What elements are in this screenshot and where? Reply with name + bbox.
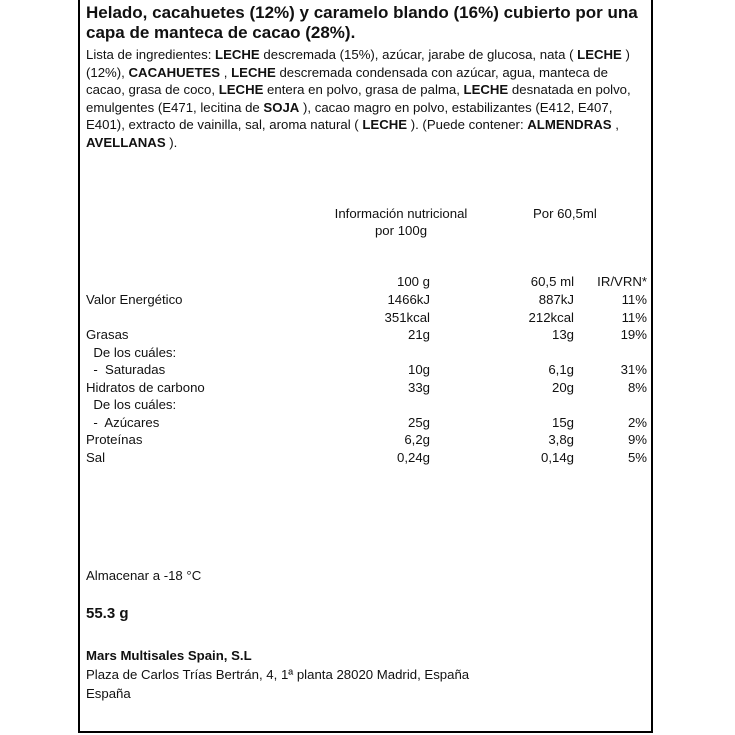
nutrition-header-per100 bbox=[303, 205, 499, 239]
allergen-text: SOJA bbox=[263, 99, 300, 115]
allergen-text: LECHE bbox=[231, 64, 276, 80]
row-per100: 0,24g bbox=[396, 450, 430, 465]
allergen-text: LECHE bbox=[362, 117, 408, 132]
row-per100: 21g bbox=[407, 327, 430, 342]
row-ir: 9% bbox=[627, 432, 647, 447]
nutrition-header-per100-line2: por 100g bbox=[374, 223, 428, 238]
row-label: - Azúcares bbox=[86, 415, 160, 430]
row-per100: 10g bbox=[407, 362, 430, 377]
row-label: De los cuáles: bbox=[86, 397, 177, 412]
subheader-ir: IR/VRN* bbox=[597, 274, 647, 289]
row-label: Sal bbox=[86, 450, 106, 465]
ingredient-text: , bbox=[220, 64, 232, 80]
allergen-text: LECHE bbox=[577, 47, 622, 62]
row-portion: 6,1g bbox=[548, 362, 574, 377]
row-portion: 15g bbox=[551, 415, 574, 430]
ingredient-text: , bbox=[611, 117, 619, 132]
allergen-text: LECHE bbox=[215, 47, 260, 62]
ingredient-text: desnatada en polvo, emulgentes (E471, lecitina de bbox=[86, 82, 631, 115]
row-label: Grasas bbox=[86, 327, 129, 342]
row-ir: 11% bbox=[621, 292, 647, 307]
row-portion: 3,8g bbox=[548, 432, 574, 447]
row-portion: 887kJ bbox=[538, 292, 574, 307]
storage-instructions: Almacenar a -18 °C bbox=[86, 568, 202, 583]
row-ir: 5% bbox=[627, 450, 647, 465]
nutrition-header-portion: Por 60,5ml bbox=[533, 206, 597, 221]
row-label: De los cuáles: bbox=[86, 345, 177, 360]
subheader-portion: 60,5 ml bbox=[530, 274, 574, 289]
row-portion: 13g bbox=[551, 327, 574, 342]
ingredient-text: Lista de ingredientes: bbox=[86, 47, 216, 62]
allergen-text: CACAHUETES bbox=[128, 64, 221, 80]
company-address: Plaza de Carlos Trías Bertrán, 4, 1ª planta 28020 Madrid, España bbox=[86, 667, 470, 682]
row-label: Proteínas bbox=[86, 432, 143, 447]
product-title: Helado, cacahuetes (12%) y caramelo blando (16%) cubierto por una capa de manteca de cacao (28%). bbox=[86, 3, 638, 42]
ingredient-text: entera en polvo, grasa de palma, bbox=[263, 82, 464, 97]
row-portion: 20g bbox=[551, 380, 574, 395]
row-per100: 6,2g bbox=[404, 432, 430, 447]
subheader-100g: 100 g bbox=[396, 274, 430, 289]
row-ir: 11% bbox=[621, 310, 647, 325]
allergen-text: AVELLANAS bbox=[86, 134, 166, 150]
row-per100: 1466kJ bbox=[387, 292, 430, 307]
ingredient-text: ), cacao magro en polvo, estabilizantes (E412, E407, E401), extracto de vainilla, sal, aroma natural ( bbox=[86, 99, 613, 132]
ingredient-text: descremada condensada con azúcar, agua, manteca de cacao, grasa de coco, bbox=[86, 64, 608, 97]
allergen-text: ALMENDRAS bbox=[527, 117, 612, 132]
allergen-text: LECHE bbox=[463, 82, 509, 97]
net-weight: 55.3 g bbox=[86, 605, 129, 622]
row-ir: 19% bbox=[620, 327, 647, 342]
row-label: Valor Energético bbox=[86, 292, 183, 307]
ingredient-text: ) (12%), bbox=[86, 47, 630, 80]
company-country: España bbox=[86, 686, 131, 701]
row-ir: 2% bbox=[627, 415, 647, 430]
row-ir: 31% bbox=[620, 362, 647, 377]
row-per100: 351kcal bbox=[384, 310, 430, 325]
row-per100: 33g bbox=[407, 380, 430, 395]
ingredient-text: ). bbox=[165, 134, 178, 150]
row-label: Hidratos de carbono bbox=[86, 380, 205, 395]
row-label: - Saturadas bbox=[86, 362, 166, 377]
row-portion: 212kcal bbox=[528, 310, 574, 325]
row-ir: 8% bbox=[627, 380, 647, 395]
ingredient-text: ). (Puede contener: bbox=[407, 117, 528, 132]
allergen-text: LECHE bbox=[218, 82, 264, 97]
nutrition-header-per100-line1: Información nutricional bbox=[334, 206, 468, 221]
ingredients-list bbox=[86, 46, 648, 151]
company-name: Mars Multisales Spain, S.L bbox=[86, 648, 252, 663]
row-portion: 0,14g bbox=[540, 450, 574, 465]
row-per100: 25g bbox=[407, 415, 430, 430]
ingredient-text: descremada (15%), azúcar, jarabe de glucosa, nata ( bbox=[259, 47, 578, 62]
